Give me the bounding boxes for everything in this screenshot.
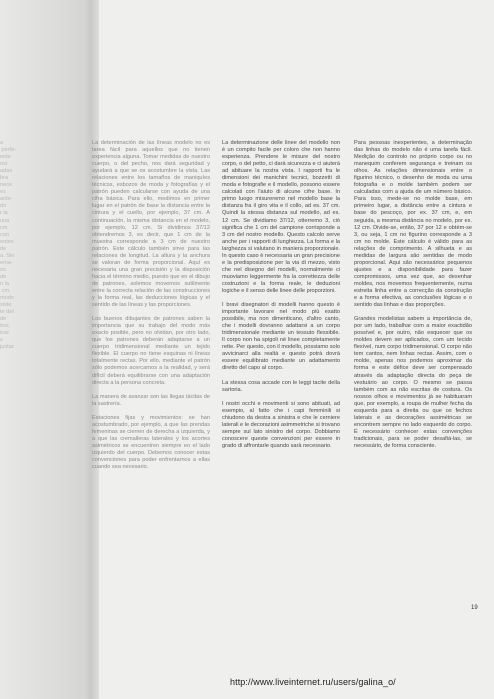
paragraph: La determinazione delle linee del modello non è un compito facile per coloro che non hanno esperienza. Prendere le misure del nostro corpo, o del petto, ci darà sicurezza e ci aiuterà ad abituare la nostra vista. I rapporti fra le dimensioni dei manichini tecnici, bozzetti di moda e fotografie e il modello, possono essere calcolati con l'aiuto di alcune cifre base. In primo luogo misureremo nel modello base la distanza fra il giro vita e il collo, ad es. 37 cm. Quindi la stessa distanza sul modello, ad es. 12 cm. Se dividiamo 37/12, otterremo 3, ciò significa che 1 cm del campione corrisponde a 3 cm del nostro modello. Questo calcolo serve anche per i rapporti di lunghezza. La forma e la larghezza si valutano in maniera proporzionale. In questo caso è necessaria un gran precisione e la predisposizione per la via di mezzo, visto che nel disegno del modelli, normalmente ci muoviamo leggermente fra la correttezza delle costruzioni e la forma reale, le deduzioni logiche e il senso delle linee delle proporzioni. xyxy=(222,140,340,294)
paragraph: Los buenos dibujantes de patrones saben la importancia que su trabajo del modo más exacto posible, pero no olvidan, por otro lado, que los patrones deberán adaptarse a un cuerpo tridimensional mediante un tejido flexible. El cuerpo no tiene esquinas ni líneas totalmente rectas. Por ello, mediante el patrón sólo podemos acercarnos a la realidad, y será difícil deberá equilibrarse con una adaptación directa a la persona concreta. xyxy=(92,316,210,386)
paragraph: Estaciones fijas y movimientos: se han acostumbrado, por ejemplo, a que las prendas femeninas se cierren de derecha a izquierda, y a que las cremalleras laterales y los acortes asimétricos se encuentren siempre en el lado izquierdo del cuerpo. Debemos conocer estas convenciones para poder enfrentarnos a ellas cuando sea necesario. xyxy=(92,414,210,471)
paragraph: I nostri occhi e movimenti si sono abituati, ad esempio, al fatto che i capi femminili si chiudono da destra a sinistra e che le cerniere laterali e le decorazioni asimmetriche si trovano sempre sul lato sinistro del corpo. Dobbiamo conoscere queste convenzioni per essere in grado di affrontarle quando sarà necessario. xyxy=(222,400,340,449)
column-spanish xyxy=(92,140,210,478)
column-portuguese xyxy=(354,140,472,457)
left-page-bleed-through-text: a perfe- ente osi adas bra nece es ante- do r la una cm con entes de a. Sin ema- os de n la cm. modo siste te del de itos, irse s justar xyxy=(0,140,17,351)
paragraph: Grandes modelistas sabem a importância de, por um lado, trabalhar com a maior exactidão possível e, por outro, não esquecer que os moldes devem ser aplicados, com um tecido flexível, num corpo tridimensional. O corpo não tem cantos, nem linhas rectas. Assim, com o molde, apenas nos podemos aproximar da forma e este défice deve ser compensado através da adaptação directa do peça de vestuário ao corpo. O mesmo se passa também com as não escritas de costura. Os nossos olhos e movimentos já se habituaram que, por exemplo, a roupa de mulher fecha da esquerda para a direita ou que os fechos laterais e as decorações assimétricas se encontrem sempre no lado esquerdo do corpo. É necessário conhecer estas convenções tradicionais, para se poder desafiá-las, se necessário, de forma consciente. xyxy=(354,316,472,449)
paragraph: La manera de avanzar son las llegas tácitas de la sastrería. xyxy=(92,393,210,407)
page-number: 19 xyxy=(471,605,478,611)
column-italian xyxy=(222,140,340,457)
source-credit-url: http://www.liveinternet.ru/users/galina_o/ xyxy=(230,677,396,687)
paragraph: La stessa cosa accade con le leggi tacite della sartoria. xyxy=(222,379,340,393)
paragraph: Para pessoas inexperientes, a determinação das linhas do modelo não é uma tarefa fácil. Medição do controlo no próprio corpo ou no manequim conferem segurança e treinam os olhos. As relações dimensionais entre o figurino técnico, o desenho de moda ou uma fotografia e o molde também podem ser calculadas com a ajuda de um número básico. Para isso, mede-se no molde base, em primeiro lugar, a distância entre a cintura e base do pescoço, por ex. 37 cm, e, em seguida, a mesma distância no modelo, por ex. 12 cm. Divide-se, então, 37 por 12 e obtém-se 3, ou seja, 1 cm no figurino corresponde a 3 cm no molde. Este cálculo é válido para as relações de comprimento. A silhueta e as medidas de largura são sentidas de modo proporcional. Aqui são necessários pequenos ajustes e a disponibilidade para fazer compromissos, uma vez que, ao desenhar moldes, nos movemos frequentemente, numa estreita linha entre a correcção da construção e a forma efectiva, as conclusões lógicas e o sentido das linhas e das proporções. xyxy=(354,140,472,309)
paragraph: La determinación de las líneas modelo no es tarea fácil para aquellos que no tienen experiencia alguna. Tomar medidas de nuestro cuerpo, o del pecho, nos dará seguridad y ayudará a que se os acostumbre la vista. Las relaciones entre los tamaños de maniquíes técnicos, esbozos de moda y fotografías y el patrón pueden calcularse con ayuda de una cifra básica. Para ello, medimos en primer lugar en el patrón de base la distancia entre la cintura y el cuello, por ejemplo, 37 cm. A continuación, la misma distancia en el modelo, por ejemplo, 12 cm. Si dividimos 37/12 obtendremos 3, es decir, que 1 cm de la muestra corresponde a 3 cm de nuestro patrón. Este cálculo también sirve para las relaciones de longitud. La altura y la anchura se valoran de forma proporcional. Aquí es necesaria una gran precisión y la disposición hacia el término medio, puesto que en el dibujo de patrones, solemos movernos sutilmente entre la correcta relación de las construcciones y la forma real, las deducciones lógicas y el sentido de las líneas y las proporciones. xyxy=(92,140,210,309)
paragraph: I bravi disegnatori di modelli hanno questo è importante lavorare nel modo più esatto possibile, ma non dimenticano, d'altro canto, che i modelli dovranno adattarsi a un corpo tridimensionale mediante un tessuto flessibile. Il corpo non ha spigoli né linee completamente rette. Per questo, con il modello, possiamo solo avvicinarci alla realtà e questo potrà dovrà essere equilibrato mediante un adattamento diretto del capo al corpo. xyxy=(222,302,340,372)
